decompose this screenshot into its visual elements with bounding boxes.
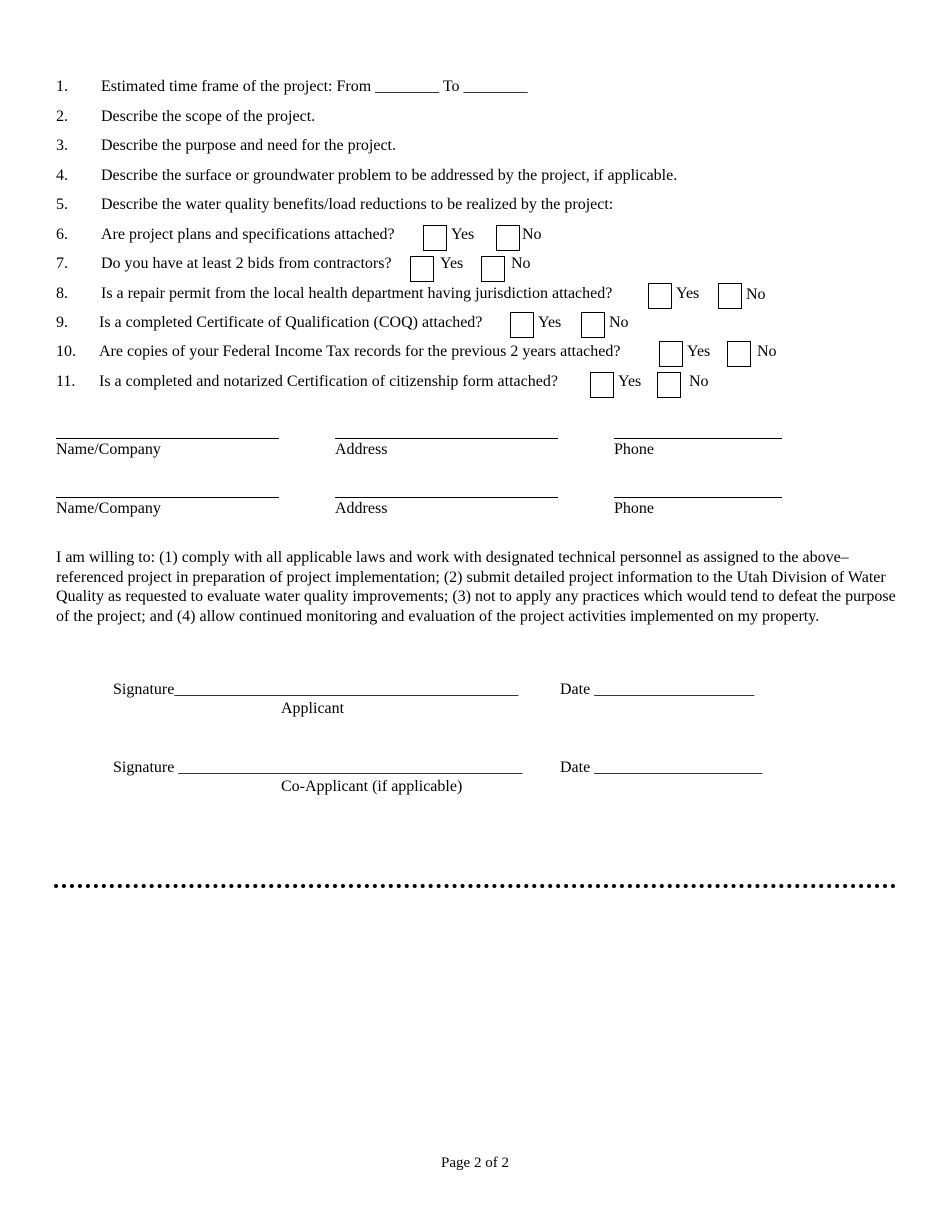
no-label: No [746, 286, 766, 303]
address-field[interactable] [335, 438, 558, 439]
address-label: Address [335, 441, 388, 458]
no-checkbox[interactable] [496, 225, 520, 251]
question-number: 11. [56, 373, 76, 390]
name-company-label: Name/Company [56, 441, 161, 458]
question-text: Describe the scope of the project. [101, 108, 316, 125]
question-text: Do you have at least 2 bids from contractors? [101, 255, 392, 272]
no-checkbox[interactable] [581, 312, 605, 338]
question-number: 4. [56, 167, 68, 184]
page-number: Page 2 of 2 [441, 1155, 509, 1171]
yes-checkbox[interactable] [410, 256, 434, 282]
question-text: Is a completed Certificate of Qualification (COQ) attached? [99, 314, 483, 331]
yes-label: Yes [676, 285, 700, 302]
no-label: No [522, 226, 542, 243]
question-number: 2. [56, 108, 68, 125]
phone-field[interactable] [614, 438, 782, 439]
phone-field[interactable] [614, 497, 782, 498]
question-number: 3. [56, 137, 68, 154]
question-number: 1. [56, 78, 68, 95]
name-company-field[interactable] [56, 438, 279, 439]
co-applicant-date-line[interactable]: Date _____________________ [560, 759, 763, 776]
yes-checkbox[interactable] [590, 372, 614, 398]
question-number: 5. [56, 196, 68, 213]
address-label: Address [335, 500, 388, 517]
no-checkbox[interactable] [718, 283, 742, 309]
yes-label: Yes [440, 255, 464, 272]
yes-checkbox[interactable] [648, 283, 672, 309]
dotted-divider [54, 884, 896, 888]
yes-label: Yes [538, 314, 562, 331]
yes-checkbox[interactable] [510, 312, 534, 338]
no-label: No [511, 255, 531, 272]
applicant-date-line[interactable]: Date ____________________ [560, 681, 755, 698]
agreement-paragraph: I am willing to: (1) comply with all applicable laws and work with designated technical personnel as assigned to the above–referenced project in preparation of project implementation; (2) submit detailed project information to the Utah Division of Water Quality as requested to evaluate water quality improvements; (3) not to apply any practices which would tend to defeat the purpose of the project; and (4) allow continued monitoring and evaluation of the project activities implemented on my property. [56, 549, 896, 625]
no-label: No [609, 314, 629, 331]
question-text: Describe the surface or groundwater problem to be addressed by the project, if applicable. [101, 167, 678, 184]
question-text: Are copies of your Federal Income Tax records for the previous 2 years attached? [99, 343, 621, 360]
question-number: 7. [56, 255, 68, 272]
question-number: 10. [56, 343, 76, 360]
applicant-signature-line[interactable]: Signature___________________________________________ [113, 681, 519, 698]
yes-label: Yes [451, 226, 475, 243]
no-label: No [757, 343, 777, 360]
co-applicant-signature-line[interactable]: Signature ___________________________________________ [113, 759, 523, 776]
no-checkbox[interactable] [727, 341, 751, 367]
phone-label: Phone [614, 441, 654, 458]
yes-checkbox[interactable] [423, 225, 447, 251]
no-label: No [689, 373, 709, 390]
question-text: Estimated time frame of the project: From ________ To ________ [101, 78, 528, 95]
question-text: Describe the purpose and need for the project. [101, 137, 396, 154]
question-text: Is a completed and notarized Certification of citizenship form attached? [99, 373, 558, 390]
applicant-label: Applicant [281, 700, 345, 717]
name-company-label: Name/Company [56, 500, 161, 517]
question-number: 8. [56, 285, 68, 302]
question-text: Are project plans and specifications attached? [101, 226, 395, 243]
question-text: Describe the water quality benefits/load reductions to be realized by the project: [101, 196, 614, 213]
no-checkbox[interactable] [481, 256, 505, 282]
yes-label: Yes [618, 373, 642, 390]
question-number: 6. [56, 226, 68, 243]
address-field[interactable] [335, 497, 558, 498]
question-text: Is a repair permit from the local health department having jurisdiction attached? [101, 285, 613, 302]
phone-label: Phone [614, 500, 654, 517]
question-number: 9. [56, 314, 68, 331]
name-company-field[interactable] [56, 497, 279, 498]
co-applicant-label: Co-Applicant (if applicable) [281, 778, 463, 795]
yes-checkbox[interactable] [659, 341, 683, 367]
yes-label: Yes [687, 343, 711, 360]
no-checkbox[interactable] [657, 372, 681, 398]
